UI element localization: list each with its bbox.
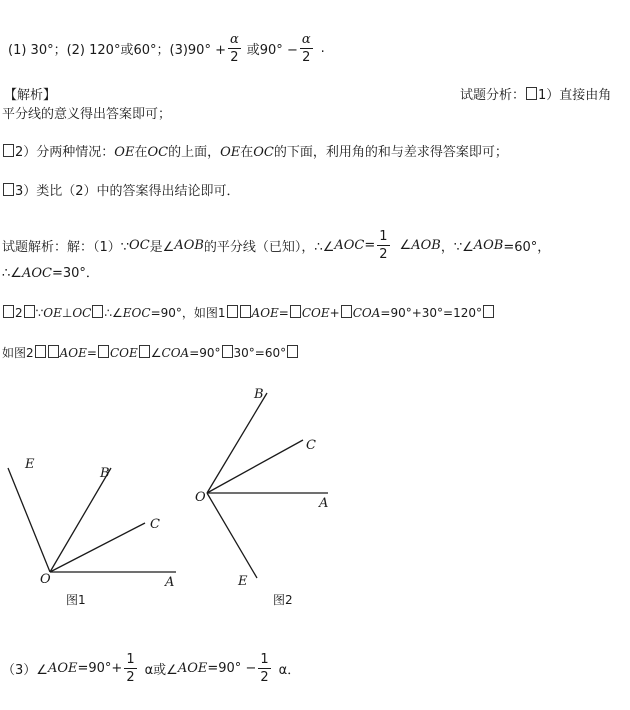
- missing-glyph-icon: [240, 305, 251, 318]
- answer-period: .: [320, 40, 325, 56]
- ray-ob: [207, 393, 267, 493]
- label-a: A: [165, 575, 175, 590]
- analysis-line-3: 2）分两种情况：OE在OC的上面，OE在OC的下面，利用角的和与差求得答案即可；: [2, 141, 508, 160]
- missing-glyph-icon: [526, 87, 537, 100]
- missing-glyph-icon: [3, 144, 14, 157]
- missing-glyph-icon: [35, 345, 46, 358]
- figure-1: [0, 450, 190, 615]
- missing-glyph-icon: [483, 305, 494, 318]
- answer-text: (1) 30°；(2) 120°或60°；(3)90° +: [8, 42, 226, 58]
- label-o: O: [40, 572, 51, 587]
- answer-or-text: 或90° −: [246, 42, 298, 58]
- ray-oe: [207, 493, 257, 578]
- missing-glyph-icon: [3, 183, 14, 196]
- solution-line-1: 试题解析：解：（1）∵ OC 是∠ AOB 的平分线（已知），∴∠ AOC = $\frac{1}{2}$ ∠ AOB ，∵∠ AOB =60°，: [2, 228, 551, 262]
- solution-line-4: 如图2 AOE= COE ∠COA=90° 30°=60°: [2, 344, 299, 361]
- analysis-right: 试题分析： 1）直接由角: [460, 88, 612, 103]
- solution-line-5: （3）∠ AOE =90°+ $\frac{1}{2}$ α或∠ AOE =90° − $\frac{1}{2}$ α．: [2, 651, 301, 685]
- label-c: C: [306, 438, 316, 453]
- analysis-line-4: 3）类比（2）中的答案得出结论即可．: [2, 180, 240, 199]
- missing-glyph-icon: [98, 345, 109, 358]
- missing-glyph-icon: [290, 305, 301, 318]
- missing-glyph-icon: [3, 305, 14, 318]
- solution-line-2: ∴∠AOC=30°．: [2, 266, 99, 281]
- missing-glyph-icon: [222, 345, 233, 358]
- label-c: C: [150, 517, 160, 532]
- label-b: B: [100, 466, 110, 481]
- missing-glyph-icon: [48, 345, 59, 358]
- missing-glyph-icon: [227, 305, 238, 318]
- missing-glyph-icon: [287, 345, 298, 358]
- answer-line: [8, 28, 325, 68]
- missing-glyph-icon: [139, 345, 150, 358]
- analysis-label: 【解析】: [4, 88, 57, 103]
- missing-glyph-icon: [24, 305, 35, 318]
- fraction-1-over-2-d: $\frac{1}{2}$: [260, 651, 269, 685]
- label-a: A: [319, 496, 329, 511]
- label-e: E: [25, 457, 35, 472]
- fraction-1-over-2-c: $\frac{1}{2}$: [126, 651, 135, 685]
- label-o: O: [195, 490, 206, 505]
- analysis-line-2: 平分线的意义得出答案即可；: [2, 107, 172, 122]
- fraction-1-over-2: $\frac{1}{2}$: [379, 228, 388, 262]
- solution-line-3: 2 ∵OE⊥OC ∴∠EOC=90°，如图1 AOE= COE+ COA=90°+30°=120°: [2, 304, 495, 321]
- fraction-alpha-over-2: $\frac{\alpha}{2}$: [229, 31, 239, 65]
- fraction-alpha-over-2-b: $\frac{\alpha}{2}$: [301, 31, 311, 65]
- figure-2-caption: 图2: [273, 593, 293, 607]
- figure-2: [185, 380, 345, 610]
- missing-glyph-icon: [341, 305, 352, 318]
- ray-oc: [207, 440, 303, 493]
- missing-glyph-icon: [92, 305, 103, 318]
- figure-1-caption: 图1: [66, 593, 86, 607]
- label-e: E: [238, 574, 248, 589]
- label-b: B: [254, 387, 264, 402]
- ray-oe: [8, 468, 50, 572]
